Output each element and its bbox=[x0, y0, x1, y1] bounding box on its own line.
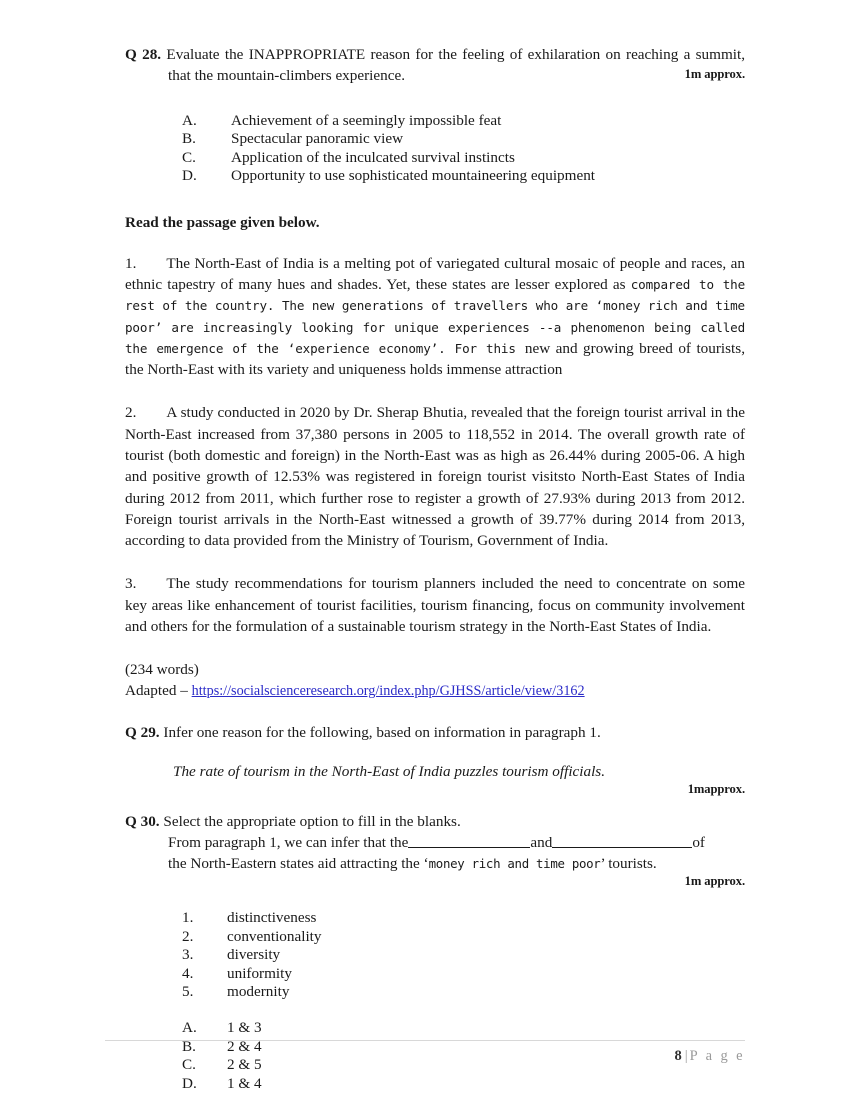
option-item[interactable] bbox=[125, 1075, 745, 1093]
fill-line2-part-a: the North-Eastern states aid attracting the ‘ bbox=[168, 855, 429, 873]
question-28 bbox=[125, 44, 745, 86]
option-text: Spectacular panoramic view bbox=[231, 130, 404, 148]
question-30-word-options bbox=[125, 909, 745, 1001]
page-footer bbox=[105, 1037, 745, 1065]
question-29-text-line bbox=[125, 722, 745, 743]
option-text: Opportunity to use sophisticated mountaineering equipment bbox=[231, 167, 596, 185]
option-text: 1 & 3 bbox=[227, 1019, 262, 1037]
question-30-fill-line-1 bbox=[125, 832, 745, 853]
option-key: D. bbox=[182, 167, 197, 185]
question-30-body: Select the appropriate option to fill in the blanks. bbox=[163, 813, 461, 831]
footer-page-indicator bbox=[105, 1047, 745, 1065]
list-item[interactable] bbox=[125, 946, 745, 964]
option-key: C. bbox=[182, 1056, 196, 1074]
question-29-marks: 1mapprox. bbox=[687, 782, 745, 797]
option-text: distinctiveness bbox=[227, 909, 317, 927]
question-28-text-line bbox=[125, 44, 745, 86]
option-text: diversity bbox=[227, 946, 281, 964]
word-count: (234 words) bbox=[125, 661, 199, 679]
question-29-body: Infer one reason for the following, based on information in paragraph 1. bbox=[163, 724, 601, 742]
question-28-options bbox=[125, 112, 745, 186]
paragraph-3-text: The study recommendations for tourism planners included the need to concentrate on some key areas like enhancement of tourist facilities, tourism financing, focus on community involvement and others for the formulation of a sustainable tourism strategy in the North-East States of India. bbox=[125, 575, 745, 636]
option-key: 1. bbox=[182, 909, 194, 927]
source-url-link[interactable]: https://socialscienceresearch.org/index.php/GJHSS/article/view/3162 bbox=[191, 683, 585, 700]
fill-mid: and bbox=[530, 834, 553, 852]
page-separator: | bbox=[684, 1048, 688, 1064]
list-item[interactable] bbox=[125, 983, 745, 1001]
question-30-marks: 1m approx. bbox=[684, 874, 745, 889]
option-text: Application of the inculcated survival instincts bbox=[231, 148, 515, 166]
option-key: 4. bbox=[182, 964, 194, 982]
question-29 bbox=[125, 722, 745, 797]
paragraph-1-segment-1: The North-East of India is a melting pot of variegated cultural mosaic of people and races, an ethnic tapestry of many hues and shades. Yet, these states are lesser explored as bbox=[125, 254, 745, 293]
question-30 bbox=[125, 811, 745, 889]
paragraph-2-text: A study conducted in 2020 by Dr. Sherap Bhutia, revealed that the foreign tourist arrival in the North-East increased from 37,380 persons in 2005 to 118,552 in 2014. The overall growth rate of tourist (both domestic and foreign) in the North-East was as high as 26.44% during 2005-06. A high and positive growth of 12.53% was registered in foreign tourist visitsto North-East States of India during 2012 from 2011, which further rose to register a growth of 27.93% during 2013 from 2012. Foreign tourist arrivals in the North-East witnessed a growth of 39.77% during 2014 from 2013, according to data provided from the Ministry of Tourism, Government of India. bbox=[125, 404, 745, 550]
adapted-source-line bbox=[125, 680, 745, 702]
passage-paragraph-3 bbox=[125, 573, 745, 637]
passage-paragraph-2 bbox=[125, 402, 745, 551]
passage-paragraph-1 bbox=[125, 253, 745, 381]
blank-field-1[interactable] bbox=[408, 833, 530, 848]
option-key: B. bbox=[182, 130, 196, 148]
question-29-quote: The rate of tourism in the North-East of India puzzles tourism officials. bbox=[173, 763, 606, 781]
adapted-label: Adapted – bbox=[125, 682, 192, 700]
fill-line2-quoted-phrase: money rich and time poor bbox=[428, 856, 601, 872]
paragraph-1-segment-3: new and growing breed of tourists, the North-East with its variety and uniqueness holds immense attraction bbox=[125, 339, 745, 379]
option-key: 5. bbox=[182, 983, 194, 1000]
option-item[interactable] bbox=[125, 1019, 745, 1037]
option-key: B. bbox=[182, 1037, 196, 1055]
question-29-label: Q 29. bbox=[125, 724, 160, 742]
list-item[interactable] bbox=[125, 965, 745, 983]
footer-divider bbox=[105, 1040, 745, 1041]
option-key: 2. bbox=[182, 927, 194, 945]
paragraph-1-segment-typewriter: compared to the rest of the country. The new generations of travellers who are ‘money rich and time poor’ are increasingly looking for unique experiences --a phenomenon being called the emergence of the ‘experience economy’. For this bbox=[125, 276, 746, 356]
option-key: A. bbox=[182, 1019, 197, 1037]
fill-line2-part-b: ’ tourists. bbox=[600, 855, 657, 873]
question-28-body: Evaluate the INAPPROPRIATE reason for the feeling of exhilaration on reaching a summit, that the mountain-climbers experience. bbox=[166, 46, 746, 84]
paragraph-number: 3. bbox=[125, 575, 137, 593]
option-text: modernity bbox=[227, 983, 290, 1000]
option-text: conventionality bbox=[227, 927, 322, 945]
option-item[interactable] bbox=[125, 149, 745, 167]
list-item[interactable] bbox=[125, 909, 745, 927]
question-30-text-line bbox=[125, 811, 745, 832]
passage-heading: Read the passage given below. bbox=[125, 213, 320, 231]
paragraph-number: 2. bbox=[125, 404, 137, 422]
option-key: C. bbox=[182, 148, 196, 166]
option-text: 2 & 5 bbox=[227, 1056, 262, 1074]
option-key: A. bbox=[182, 112, 197, 129]
option-item[interactable] bbox=[125, 130, 745, 148]
question-28-label: Q 28. bbox=[125, 46, 162, 63]
list-item[interactable] bbox=[125, 928, 745, 946]
option-item[interactable] bbox=[125, 112, 745, 130]
fill-prefix: From paragraph 1, we can infer that the bbox=[168, 834, 409, 852]
page-number: 8 bbox=[674, 1048, 682, 1064]
option-text: Achievement of a seemingly impossible feat bbox=[231, 112, 502, 129]
blank-field-2[interactable] bbox=[552, 833, 692, 848]
option-text: 1 & 4 bbox=[227, 1074, 262, 1092]
paragraph-number: 1. bbox=[125, 254, 137, 272]
page-word-label: P a g e bbox=[689, 1048, 745, 1064]
option-text: 2 & 4 bbox=[227, 1037, 262, 1055]
question-28-marks: 1m approx. bbox=[684, 67, 745, 81]
question-30-fill-line-2 bbox=[125, 853, 745, 874]
fill-suffix: of bbox=[692, 834, 705, 852]
option-text: uniformity bbox=[227, 964, 292, 982]
option-key: 3. bbox=[182, 946, 194, 964]
question-30-label: Q 30. bbox=[125, 813, 160, 831]
option-item[interactable] bbox=[125, 167, 745, 185]
option-key: D. bbox=[182, 1074, 197, 1092]
